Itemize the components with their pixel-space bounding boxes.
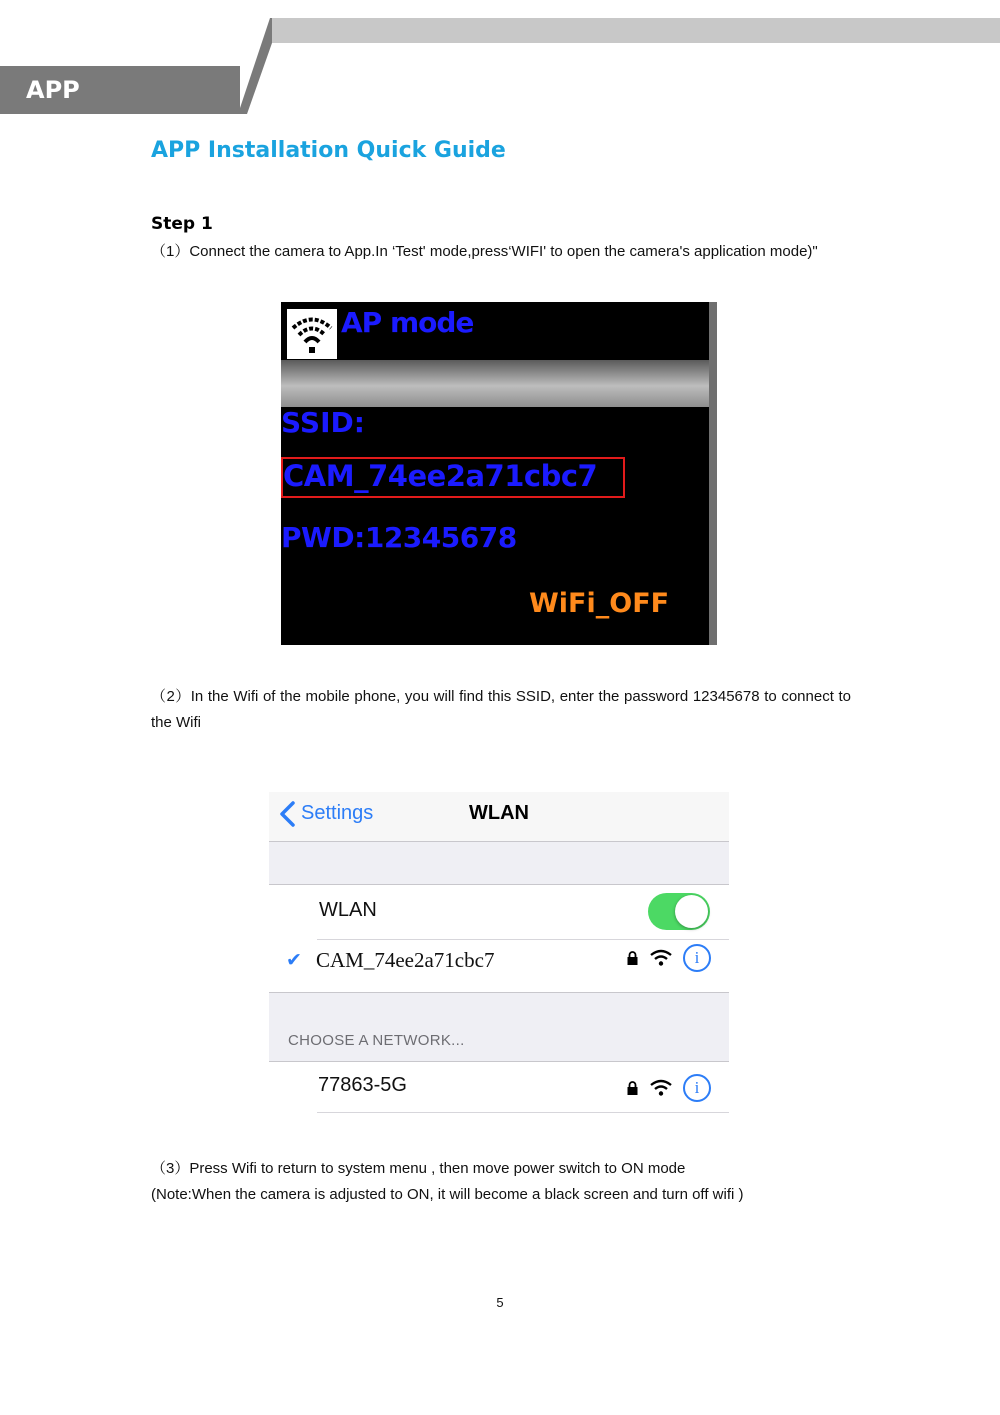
lock-icon [627,951,638,965]
wifi-icon [650,1079,672,1097]
connected-network-name[interactable]: CAM_74ee2a71cbc7 [316,948,495,972]
password-label: PWD:12345678 [281,521,517,554]
ios-nav-bar [269,792,729,842]
wifi-icon [650,949,672,967]
screen-edge [709,302,717,645]
instruction-2: （2）In the Wifi of the mobile phone, you will find this SSID, enter the password 12345678 to connect to the Wifi [151,688,851,731]
divider [317,1112,729,1113]
info-icon[interactable]: i [683,1074,711,1102]
section-tab: APP Installation [0,66,240,114]
ios-wlan-screenshot [269,792,729,1113]
network-item[interactable]: 77863-5G [318,1074,407,1096]
wlan-group [269,884,729,993]
checkmark-icon: ✔ [286,950,302,971]
network-list [269,1061,729,1113]
camera-screen-image [281,302,717,645]
info-icon[interactable]: i [683,944,711,972]
divider [317,939,729,940]
toggle-knob [675,895,708,928]
wlan-toggle[interactable] [648,893,710,930]
ssid-value: CAM_74ee2a71cbc7 [283,459,598,493]
screen-band [281,360,709,407]
header-slant [238,18,272,114]
nav-title: WLAN [469,802,529,824]
instruction-3: （3）Press Wifi to return to system menu , then move power switch to ON mode [151,1160,686,1177]
page-title: APP Installation Quick Guide [151,138,506,163]
header-bar [270,18,1000,43]
chevron-left-icon[interactable] [277,800,299,828]
mode-label: AP mode [341,306,474,339]
section-header: CHOOSE A NETWORK... [288,1032,465,1049]
instruction-3-note: (Note:When the camera is adjusted to ON, it will become a black screen and turn off wifi ) [151,1186,744,1203]
instruction-1: （1）Connect the camera to App.In ‘Test' mode,press‘WIFI' to open the camera's application mode)" [151,243,818,260]
wifi-icon [287,309,337,359]
step-heading: Step 1 [151,214,213,234]
back-button[interactable]: Settings [301,802,374,824]
wifi-status: WiFi_OFF [529,588,670,619]
wlan-label: WLAN [319,899,377,921]
ssid-label: SSID: [281,406,365,439]
lock-icon [627,1081,638,1095]
page-number: 5 [496,1295,504,1310]
